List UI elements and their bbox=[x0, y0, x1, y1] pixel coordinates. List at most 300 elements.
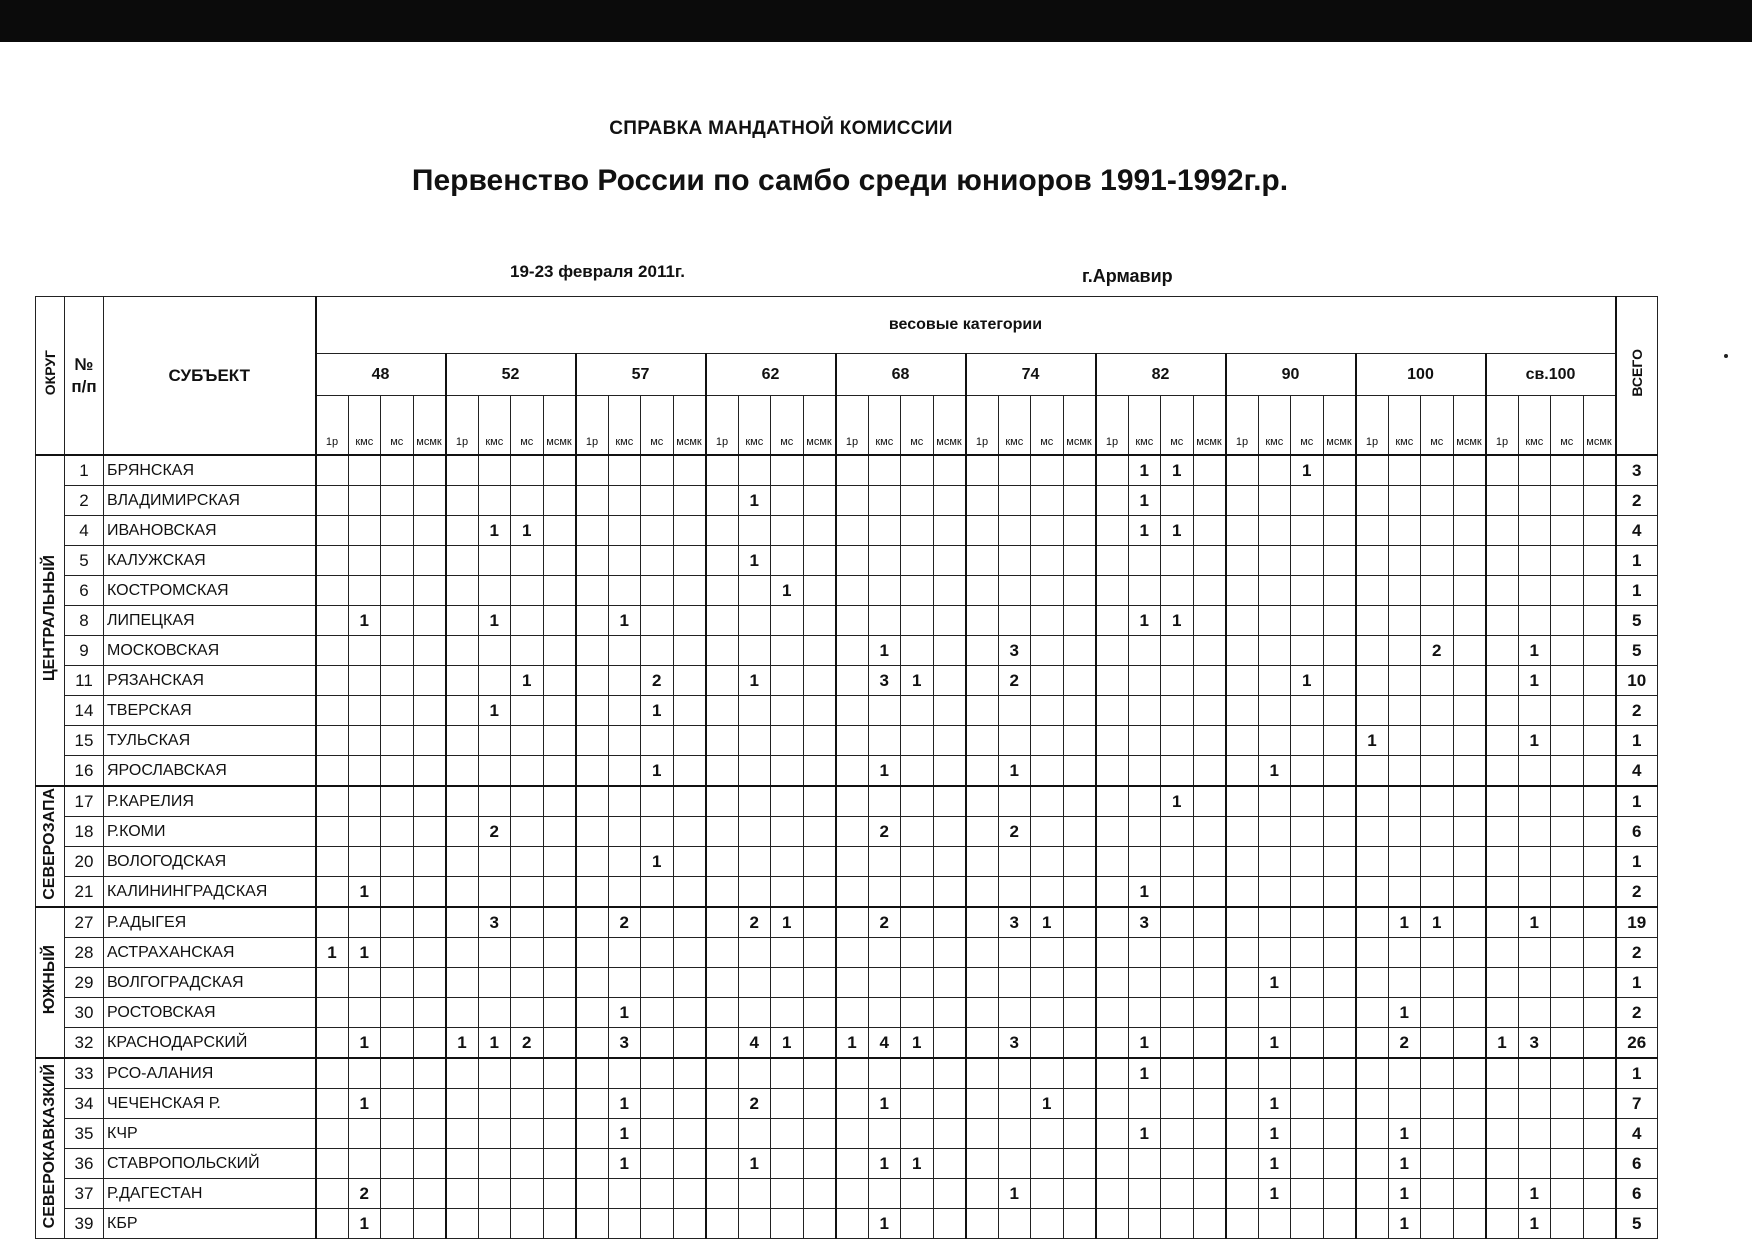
count-cell bbox=[803, 786, 836, 817]
count-cell bbox=[933, 968, 966, 998]
count-cell bbox=[1323, 938, 1356, 968]
count-cell bbox=[511, 1119, 544, 1149]
count-cell bbox=[1031, 998, 1064, 1028]
count-cell bbox=[316, 455, 349, 486]
count-cell bbox=[316, 756, 349, 787]
count-cell bbox=[1161, 1179, 1194, 1209]
row-number: 30 bbox=[65, 998, 104, 1028]
count-cell bbox=[1063, 696, 1096, 726]
count-cell bbox=[608, 696, 641, 726]
count-cell bbox=[478, 786, 511, 817]
count-cell bbox=[381, 455, 414, 486]
count-cell bbox=[1518, 877, 1551, 908]
count-cell bbox=[446, 455, 479, 486]
count-cell bbox=[478, 1149, 511, 1179]
count-cell bbox=[1031, 1209, 1064, 1239]
count-cell bbox=[1551, 546, 1584, 576]
count-cell bbox=[1128, 786, 1161, 817]
count-cell bbox=[1323, 546, 1356, 576]
rank-subheader: мсмк bbox=[543, 396, 576, 456]
count-cell bbox=[998, 516, 1031, 546]
rank-subheader: кмс bbox=[1388, 396, 1421, 456]
count-cell bbox=[543, 576, 576, 606]
count-cell bbox=[1453, 546, 1486, 576]
table-row bbox=[36, 1028, 1658, 1059]
count-cell bbox=[576, 1209, 609, 1239]
count-cell: 1 bbox=[738, 666, 771, 696]
count-cell bbox=[933, 516, 966, 546]
count-cell bbox=[1258, 877, 1291, 908]
count-cell bbox=[413, 817, 446, 847]
count-cell bbox=[868, 786, 901, 817]
count-cell bbox=[1583, 516, 1616, 546]
count-cell bbox=[608, 968, 641, 998]
count-cell bbox=[738, 998, 771, 1028]
row-total: 19 bbox=[1616, 907, 1658, 938]
count-cell bbox=[1518, 606, 1551, 636]
count-cell bbox=[641, 1028, 674, 1059]
count-cell bbox=[1388, 546, 1421, 576]
row-number: 18 bbox=[65, 817, 104, 847]
count-cell bbox=[1031, 786, 1064, 817]
count-cell bbox=[1356, 968, 1389, 998]
count-cell bbox=[1421, 938, 1454, 968]
count-cell bbox=[1063, 938, 1096, 968]
count-cell: 1 bbox=[641, 847, 674, 877]
count-cell bbox=[1356, 1058, 1389, 1089]
count-cell bbox=[966, 998, 999, 1028]
count-cell bbox=[413, 877, 446, 908]
count-cell bbox=[966, 968, 999, 998]
count-cell bbox=[933, 666, 966, 696]
row-number: 33 bbox=[65, 1058, 104, 1089]
count-cell bbox=[1063, 606, 1096, 636]
row-total: 4 bbox=[1616, 756, 1658, 787]
count-cell bbox=[446, 1179, 479, 1209]
count-cell: 1 bbox=[478, 516, 511, 546]
count-cell bbox=[1453, 847, 1486, 877]
count-cell bbox=[1421, 666, 1454, 696]
count-cell bbox=[1453, 516, 1486, 546]
count-cell bbox=[1063, 516, 1096, 546]
count-cell bbox=[1323, 516, 1356, 546]
count-cell bbox=[771, 726, 804, 756]
count-cell bbox=[1323, 877, 1356, 908]
count-cell bbox=[1031, 1028, 1064, 1059]
count-cell bbox=[446, 817, 479, 847]
count-cell: 2 bbox=[478, 817, 511, 847]
rank-subheader: мсмк bbox=[803, 396, 836, 456]
count-cell bbox=[738, 696, 771, 726]
count-cell bbox=[1453, 726, 1486, 756]
count-cell bbox=[1128, 968, 1161, 998]
count-cell bbox=[1356, 516, 1389, 546]
rank-subheader: 1р bbox=[836, 396, 869, 456]
row-total: 1 bbox=[1616, 1058, 1658, 1089]
count-cell bbox=[1356, 1089, 1389, 1119]
count-cell bbox=[1486, 847, 1519, 877]
count-cell bbox=[576, 998, 609, 1028]
count-cell bbox=[641, 455, 674, 486]
count-cell bbox=[1258, 786, 1291, 817]
count-cell bbox=[673, 968, 706, 998]
count-cell bbox=[316, 516, 349, 546]
count-cell bbox=[771, 1119, 804, 1149]
count-cell bbox=[998, 1089, 1031, 1119]
count-cell bbox=[1388, 1089, 1421, 1119]
count-cell: 1 bbox=[868, 636, 901, 666]
count-cell: 1 bbox=[1128, 516, 1161, 546]
count-cell bbox=[706, 817, 739, 847]
count-cell: 1 bbox=[1258, 1089, 1291, 1119]
count-cell bbox=[966, 786, 999, 817]
count-cell bbox=[641, 516, 674, 546]
count-cell bbox=[1323, 1058, 1356, 1089]
count-cell bbox=[1031, 546, 1064, 576]
count-cell bbox=[1063, 636, 1096, 666]
subject-name: Р.ДАГЕСТАН bbox=[104, 1179, 316, 1209]
count-cell bbox=[1096, 576, 1129, 606]
table-row bbox=[36, 756, 1658, 787]
count-cell: 1 bbox=[738, 486, 771, 516]
count-cell bbox=[381, 1089, 414, 1119]
count-cell bbox=[316, 666, 349, 696]
count-cell bbox=[641, 726, 674, 756]
count-cell bbox=[868, 486, 901, 516]
count-cell: 2 bbox=[1421, 636, 1454, 666]
count-cell: 1 bbox=[738, 1149, 771, 1179]
count-cell bbox=[1551, 847, 1584, 877]
count-cell: 1 bbox=[1486, 1028, 1519, 1059]
table-row bbox=[36, 546, 1658, 576]
subject-name: ВОЛОГОДСКАЯ bbox=[104, 847, 316, 877]
subject-name: РЯЗАНСКАЯ bbox=[104, 666, 316, 696]
count-cell bbox=[1421, 1149, 1454, 1179]
count-cell bbox=[1096, 696, 1129, 726]
count-cell bbox=[1031, 756, 1064, 787]
subject-name: РСО-АЛАНИЯ bbox=[104, 1058, 316, 1089]
count-cell bbox=[1453, 1179, 1486, 1209]
count-cell: 1 bbox=[1128, 877, 1161, 908]
row-total: 6 bbox=[1616, 1179, 1658, 1209]
count-cell: 1 bbox=[1388, 907, 1421, 938]
count-cell bbox=[1193, 968, 1226, 998]
count-cell bbox=[1096, 847, 1129, 877]
count-cell bbox=[1291, 1179, 1324, 1209]
count-cell bbox=[1193, 486, 1226, 516]
championship-title: Первенство России по самбо среди юниоров 1991-1992г.р. bbox=[411, 164, 1289, 197]
count-cell bbox=[576, 486, 609, 516]
count-cell bbox=[1096, 877, 1129, 908]
count-cell bbox=[836, 546, 869, 576]
count-cell bbox=[966, 817, 999, 847]
count-cell bbox=[1583, 998, 1616, 1028]
count-cell bbox=[706, 1209, 739, 1239]
count-cell bbox=[771, 1149, 804, 1179]
count-cell bbox=[901, 516, 934, 546]
count-cell bbox=[706, 1149, 739, 1179]
count-cell bbox=[576, 546, 609, 576]
count-cell bbox=[1453, 666, 1486, 696]
count-cell bbox=[1421, 968, 1454, 998]
count-cell bbox=[803, 877, 836, 908]
row-total: 5 bbox=[1616, 606, 1658, 636]
count-cell bbox=[511, 1209, 544, 1239]
count-cell bbox=[316, 576, 349, 606]
row-total: 6 bbox=[1616, 1149, 1658, 1179]
count-cell bbox=[901, 756, 934, 787]
count-cell: 1 bbox=[641, 756, 674, 787]
count-cell bbox=[1031, 606, 1064, 636]
count-cell bbox=[1453, 1149, 1486, 1179]
count-cell bbox=[901, 847, 934, 877]
count-cell bbox=[933, 877, 966, 908]
count-cell bbox=[1551, 1179, 1584, 1209]
row-total: 10 bbox=[1616, 666, 1658, 696]
count-cell: 2 bbox=[738, 907, 771, 938]
count-cell bbox=[446, 1149, 479, 1179]
count-cell bbox=[316, 968, 349, 998]
count-cell bbox=[1356, 1119, 1389, 1149]
count-cell bbox=[381, 1058, 414, 1089]
count-cell bbox=[1193, 726, 1226, 756]
row-number: 35 bbox=[65, 1119, 104, 1149]
count-cell bbox=[1226, 516, 1259, 546]
count-cell bbox=[1128, 1089, 1161, 1119]
count-cell bbox=[706, 576, 739, 606]
count-cell bbox=[738, 726, 771, 756]
count-cell bbox=[1551, 1058, 1584, 1089]
count-cell bbox=[1063, 666, 1096, 696]
count-cell bbox=[1486, 546, 1519, 576]
count-cell bbox=[803, 546, 836, 576]
count-cell bbox=[413, 998, 446, 1028]
rank-subheader: мсмк bbox=[673, 396, 706, 456]
count-cell bbox=[1421, 546, 1454, 576]
count-cell bbox=[1193, 696, 1226, 726]
count-cell bbox=[1161, 546, 1194, 576]
count-cell bbox=[1518, 1089, 1551, 1119]
count-cell bbox=[1226, 817, 1259, 847]
count-cell bbox=[1161, 847, 1194, 877]
row-total: 3 bbox=[1616, 455, 1658, 486]
count-cell bbox=[641, 817, 674, 847]
count-cell bbox=[381, 1028, 414, 1059]
count-cell bbox=[706, 847, 739, 877]
count-cell bbox=[901, 1179, 934, 1209]
count-cell bbox=[608, 756, 641, 787]
count-cell bbox=[1096, 1028, 1129, 1059]
table-row bbox=[36, 998, 1658, 1028]
count-cell bbox=[1518, 1149, 1551, 1179]
count-cell bbox=[1583, 546, 1616, 576]
count-cell bbox=[576, 576, 609, 606]
count-cell bbox=[771, 1209, 804, 1239]
count-cell bbox=[316, 636, 349, 666]
count-cell bbox=[1518, 486, 1551, 516]
count-cell bbox=[998, 877, 1031, 908]
count-cell bbox=[511, 1149, 544, 1179]
count-cell bbox=[413, 696, 446, 726]
count-cell bbox=[413, 576, 446, 606]
count-cell bbox=[1063, 1058, 1096, 1089]
count-cell bbox=[706, 486, 739, 516]
count-cell bbox=[1226, 455, 1259, 486]
count-cell bbox=[1551, 786, 1584, 817]
count-cell bbox=[1421, 1209, 1454, 1239]
row-total: 4 bbox=[1616, 516, 1658, 546]
rank-subheader: 1р bbox=[446, 396, 479, 456]
count-cell bbox=[1583, 1028, 1616, 1059]
count-cell bbox=[1063, 1179, 1096, 1209]
count-cell bbox=[446, 1119, 479, 1149]
count-cell bbox=[1453, 455, 1486, 486]
count-cell bbox=[1356, 907, 1389, 938]
count-cell bbox=[641, 877, 674, 908]
table-row bbox=[36, 1089, 1658, 1119]
row-total: 2 bbox=[1616, 486, 1658, 516]
count-cell bbox=[998, 1058, 1031, 1089]
count-cell bbox=[608, 546, 641, 576]
count-cell bbox=[1486, 817, 1519, 847]
count-cell: 2 bbox=[998, 666, 1031, 696]
count-cell bbox=[1323, 606, 1356, 636]
row-total: 1 bbox=[1616, 546, 1658, 576]
count-cell bbox=[316, 1179, 349, 1209]
count-cell bbox=[836, 486, 869, 516]
count-cell bbox=[771, 606, 804, 636]
count-cell: 1 bbox=[1388, 1179, 1421, 1209]
count-cell bbox=[413, 486, 446, 516]
rank-subheader: мс bbox=[1291, 396, 1324, 456]
count-cell bbox=[1583, 1058, 1616, 1089]
count-cell bbox=[446, 998, 479, 1028]
count-cell: 1 bbox=[348, 938, 381, 968]
count-cell bbox=[706, 877, 739, 908]
count-cell: 1 bbox=[1258, 756, 1291, 787]
count-cell bbox=[1031, 666, 1064, 696]
subject-name: СТАВРОПОЛЬСКИЙ bbox=[104, 1149, 316, 1179]
count-cell bbox=[673, 726, 706, 756]
count-cell bbox=[1161, 998, 1194, 1028]
count-cell bbox=[673, 455, 706, 486]
count-cell bbox=[413, 847, 446, 877]
count-cell bbox=[1193, 786, 1226, 817]
count-cell: 1 bbox=[771, 1028, 804, 1059]
count-cell bbox=[348, 907, 381, 938]
count-cell bbox=[1128, 998, 1161, 1028]
count-cell bbox=[348, 998, 381, 1028]
count-cell bbox=[836, 726, 869, 756]
count-cell bbox=[771, 817, 804, 847]
subject-name: КЧР bbox=[104, 1119, 316, 1149]
rank-subheader: кмс bbox=[1258, 396, 1291, 456]
count-cell bbox=[1551, 576, 1584, 606]
count-cell bbox=[446, 1209, 479, 1239]
num-header: № п/п bbox=[65, 297, 104, 456]
count-cell bbox=[478, 1058, 511, 1089]
row-number: 39 bbox=[65, 1209, 104, 1239]
count-cell bbox=[1323, 847, 1356, 877]
rank-subheader: 1р bbox=[1486, 396, 1519, 456]
count-cell bbox=[1453, 998, 1486, 1028]
count-cell bbox=[641, 576, 674, 606]
table-row bbox=[36, 968, 1658, 998]
count-cell bbox=[413, 786, 446, 817]
count-cell bbox=[641, 1149, 674, 1179]
count-cell bbox=[1356, 847, 1389, 877]
count-cell bbox=[1031, 516, 1064, 546]
subject-name: БРЯНСКАЯ bbox=[104, 455, 316, 486]
count-cell bbox=[608, 726, 641, 756]
count-cell bbox=[1551, 968, 1584, 998]
count-cell: 2 bbox=[738, 1089, 771, 1119]
rank-subheader: мс bbox=[771, 396, 804, 456]
count-cell bbox=[933, 1149, 966, 1179]
count-cell bbox=[1063, 1209, 1096, 1239]
count-cell bbox=[543, 817, 576, 847]
count-cell: 3 bbox=[998, 636, 1031, 666]
count-cell bbox=[901, 546, 934, 576]
subject-name: РОСТОВСКАЯ bbox=[104, 998, 316, 1028]
count-cell bbox=[543, 877, 576, 908]
count-cell: 2 bbox=[1388, 1028, 1421, 1059]
row-total: 7 bbox=[1616, 1089, 1658, 1119]
count-cell bbox=[1583, 455, 1616, 486]
count-cell bbox=[478, 938, 511, 968]
count-cell bbox=[1031, 817, 1064, 847]
count-cell bbox=[771, 546, 804, 576]
count-cell bbox=[543, 486, 576, 516]
count-cell bbox=[413, 1119, 446, 1149]
count-cell bbox=[1518, 756, 1551, 787]
count-cell bbox=[316, 786, 349, 817]
count-cell bbox=[1226, 1058, 1259, 1089]
count-cell bbox=[1258, 998, 1291, 1028]
count-cell bbox=[1226, 907, 1259, 938]
count-cell bbox=[576, 938, 609, 968]
count-cell bbox=[1031, 1179, 1064, 1209]
count-cell: 1 bbox=[1258, 1179, 1291, 1209]
count-cell bbox=[933, 1119, 966, 1149]
count-cell bbox=[1291, 998, 1324, 1028]
rank-subheader: мсмк bbox=[933, 396, 966, 456]
count-cell bbox=[1453, 817, 1486, 847]
count-cell bbox=[608, 1179, 641, 1209]
count-cell bbox=[1031, 636, 1064, 666]
count-cell bbox=[933, 938, 966, 968]
count-cell bbox=[901, 696, 934, 726]
table-row bbox=[36, 516, 1658, 546]
count-cell bbox=[576, 696, 609, 726]
count-cell bbox=[413, 1028, 446, 1059]
count-cell bbox=[446, 576, 479, 606]
count-cell: 1 bbox=[1518, 1179, 1551, 1209]
count-cell bbox=[1291, 546, 1324, 576]
count-cell: 1 bbox=[348, 1209, 381, 1239]
count-cell bbox=[1486, 486, 1519, 516]
count-cell bbox=[1486, 696, 1519, 726]
count-cell bbox=[511, 1058, 544, 1089]
weight-header: 57 bbox=[576, 354, 706, 396]
weight-header: 52 bbox=[446, 354, 576, 396]
count-cell bbox=[966, 938, 999, 968]
count-cell bbox=[706, 516, 739, 546]
count-cell bbox=[641, 486, 674, 516]
count-cell bbox=[316, 847, 349, 877]
count-cell bbox=[933, 696, 966, 726]
count-cell bbox=[1583, 576, 1616, 606]
